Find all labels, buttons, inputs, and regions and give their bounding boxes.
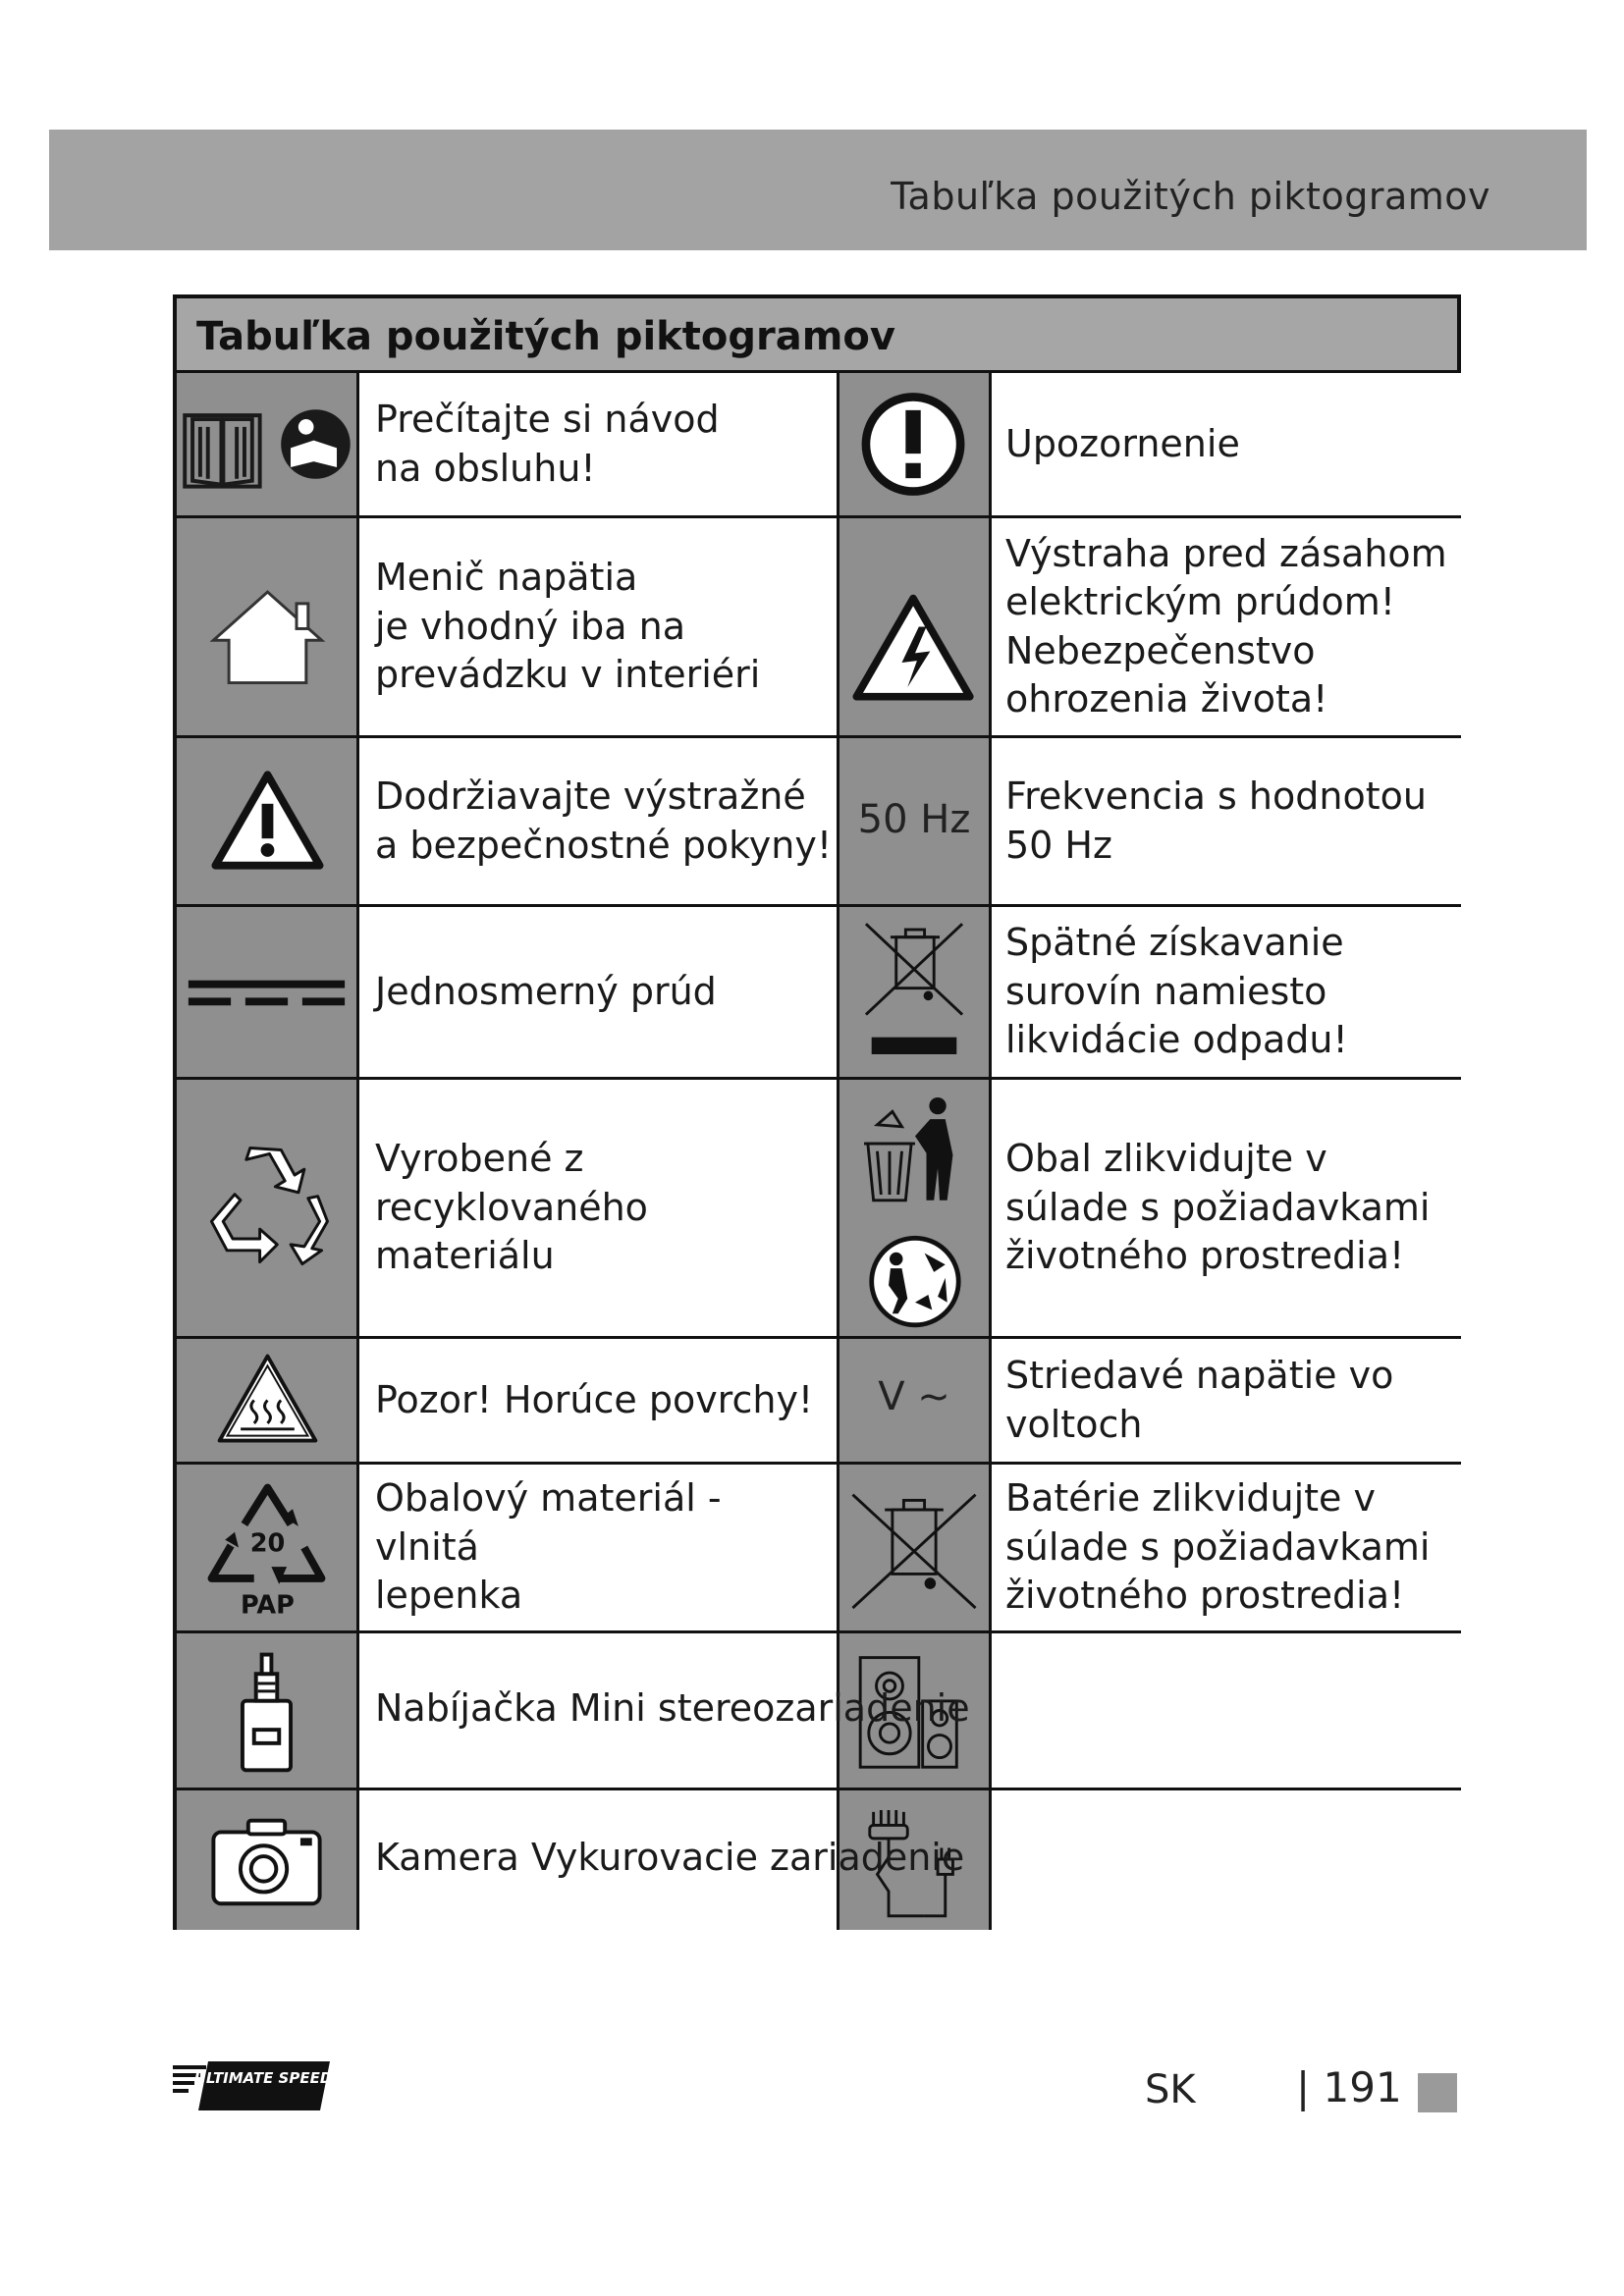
table-row (177, 373, 1457, 518)
table-row (177, 738, 1457, 907)
charger-icon (177, 1633, 359, 1788)
page-number: | 191 (1296, 2063, 1402, 2111)
table-cell-text: Frekvencia s hodnotou 50 Hz (992, 738, 1461, 904)
camera-icon (177, 1790, 359, 1930)
table-cell-empty (992, 1633, 1461, 1788)
table-cell-text: Obal zlikvidujte v súlade s požiadavkami životného prostredia! (992, 1080, 1461, 1336)
page-marker (1418, 2073, 1457, 2112)
table-cell-text: Upozornenie (992, 373, 1461, 515)
table-title-bar (177, 298, 1457, 373)
dispose-packaging-icon (837, 1080, 992, 1336)
table-row (177, 1339, 1457, 1465)
table-cell-text: Kamera Vykurovacie zariadenie (375, 1836, 965, 1879)
table-title: Tabuľka použitých piktogramov (196, 314, 895, 359)
table-row (177, 518, 1457, 738)
table-row (177, 1633, 1457, 1790)
read-manual-icon (177, 373, 359, 515)
crossed-bin-bar-icon (837, 907, 992, 1077)
pap-20-icon (177, 1465, 359, 1630)
table-row (177, 1790, 1457, 1930)
table-cell-text: Dodržiavajte výstražné a bezpečnostné pokyny! (359, 738, 837, 904)
direct-current-icon (177, 907, 359, 1077)
hot-surface-icon (177, 1339, 359, 1462)
table-cell-text: Spätné získavanie surovín namiesto likvidácie odpadu! (992, 907, 1461, 1077)
warning-exclamation-icon (837, 373, 992, 515)
pap-code-label: PAP (241, 1590, 295, 1621)
indoor-house-icon (177, 518, 359, 735)
table-cell-empty (992, 1790, 1461, 1930)
page-header-title: Tabuľka použitých piktogramov (891, 175, 1490, 218)
brand-logo-text: ULTIMATE SPEED (193, 2069, 330, 2087)
frequency-symbol: 50 Hz (837, 738, 992, 904)
crossed-bin-battery-icon (837, 1465, 992, 1630)
table-cell-text: Batérie zlikvidujte v súlade s požiadavkami životného prostredia! (992, 1465, 1461, 1630)
alternating-voltage-symbol: V ~ (837, 1339, 992, 1462)
pap-code-number: 20 (249, 1528, 286, 1559)
safety-warning-triangle-icon (177, 738, 359, 904)
brand-logo (173, 2057, 330, 2114)
table-row (177, 907, 1457, 1080)
table-cell-text: Vyrobené z recyklovaného materiálu (359, 1080, 837, 1336)
pictogram-table (173, 294, 1461, 1930)
table-cell-text: Výstraha pred zásahom elektrickým prúdom! Nebezpečenstvo ohrozenia života! (992, 518, 1461, 735)
table-cell-text: Jednosmerný prúd (359, 907, 837, 1077)
table-cell-text: Menič napätia je vhodný iba na prevádzku v interiéri (359, 518, 837, 735)
table-row (177, 1080, 1457, 1339)
table-cell-text: Striedavé napätie vo voltoch (992, 1339, 1461, 1462)
table-cell-text: Pozor! Horúce povrchy! (359, 1339, 837, 1462)
table-cell-text: Nabíjačka Mini stereozariadenie (375, 1686, 970, 1730)
table-cell-text: Obalový materiál - vlnitá lepenka (359, 1465, 837, 1630)
table-cell-text: Prečítajte si návod na obsluhu! (359, 373, 837, 515)
language-code: SK (1145, 2067, 1196, 2112)
electric-shock-warning-icon (837, 518, 992, 735)
table-row (177, 1465, 1457, 1633)
recycle-icon (177, 1080, 359, 1336)
